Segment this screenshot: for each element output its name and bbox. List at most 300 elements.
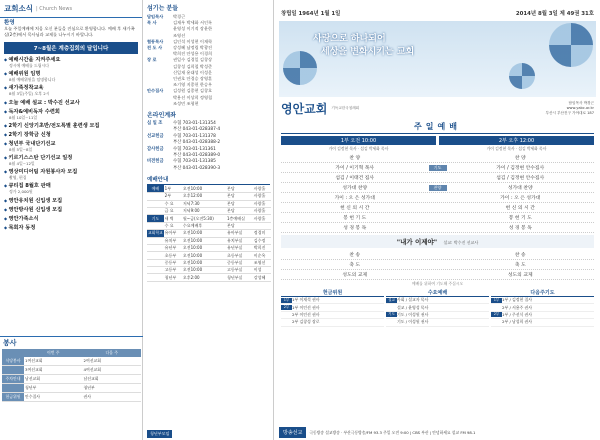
account-number: 수협 703-01-131361 (173, 146, 216, 152)
prayer-note: 예배를 위하여 기도해 주십시오 (411, 281, 464, 286)
news-item-heading: ◆ 영안방사원 신입생 모집 (4, 206, 138, 213)
weekly-row (147, 252, 271, 259)
news-item (4, 168, 138, 180)
website-line: www.yabc.or.kr (566, 106, 594, 110)
broadcast-bar (279, 427, 596, 438)
duty-box-label: 기도 (386, 312, 397, 317)
news-item (4, 131, 138, 138)
duty-box-value: 사회 / 설교자 목사 (397, 297, 429, 303)
weekly-leader: 사랑홀 (253, 207, 271, 214)
offering-title: 헌금위원 (281, 289, 384, 297)
order-label: 찬양 (429, 185, 447, 191)
weekly-group (147, 207, 164, 214)
duty-next-week: 2여선교회 (83, 357, 142, 366)
account-number: 수협 703-01-131378 (173, 133, 216, 139)
order-first-service: 축 도 (349, 263, 361, 268)
weekly-place: 유아부실 (226, 230, 253, 237)
news-item-heading: ◆ 새가족정착교육 (4, 84, 138, 91)
slogan (313, 33, 414, 59)
weekly-time: 저녁7:30 (182, 200, 226, 207)
news-item (4, 108, 138, 120)
weekly-row (147, 185, 271, 192)
account-number: 부산 043-01-028388-2 (173, 140, 221, 146)
weekly-group (147, 267, 164, 274)
news-item (4, 84, 138, 96)
order-second-service: 성가대 찬양 (507, 186, 533, 191)
hero-banner (279, 21, 596, 97)
weekly-leader: 박희진 (253, 244, 271, 251)
order-second-service: 가이 / 김정현 안수집사 (496, 166, 545, 171)
second-service (439, 136, 594, 153)
weekly-row (147, 207, 271, 214)
duty-this-week: 청년부 (24, 384, 83, 393)
news-item-detail: 촬영, 편집 (9, 175, 27, 181)
church-contact (546, 101, 594, 116)
duty-next-week: 남선교회 (83, 375, 142, 384)
weekly-title: 예배안내 (147, 175, 270, 185)
staff-title: 섬기는 분들 (147, 5, 179, 12)
weekly-leader: 사랑홀 (253, 185, 271, 192)
weekly-row (147, 215, 271, 222)
weekly-name: 유치부 (164, 237, 182, 244)
weekly-leader: 이성 (253, 267, 271, 274)
duty-next-week: 청년부 (83, 384, 142, 393)
weekly-place: 본당 (226, 200, 253, 207)
weekly-group (147, 237, 164, 244)
staff-names: 조영선 (173, 32, 186, 38)
news-subtitle: | Church News (35, 5, 73, 12)
staff-list (144, 14, 273, 107)
news-item (4, 182, 138, 194)
sermon-preacher: 설교: 박수진 선교사 (443, 240, 479, 245)
news-item (4, 224, 138, 231)
staff-role: 담임목사 (147, 14, 164, 19)
duty-this-week: 3여선교회 (24, 366, 83, 375)
account-type (147, 166, 173, 172)
sunday-service-title: 주일예배 (281, 120, 594, 134)
service-duty-section (0, 336, 143, 402)
duty-box-value: 1부 이인선 권사 (292, 304, 320, 310)
slogan-line-1: 사랑으로 하나되어 (313, 34, 386, 44)
weekly-group: 기도 (147, 215, 164, 222)
service-duty-table (2, 349, 141, 402)
weekly-leader: 조영선 (253, 259, 271, 266)
duty-row (2, 384, 141, 393)
service-duty-title: 봉사 (3, 339, 17, 347)
weekly-time: 오후2:00 (182, 274, 226, 281)
weekly-time: 오전10:00 (182, 252, 226, 259)
weekly-row (147, 200, 271, 207)
staff-names: 김창성 김희철 박성준 (173, 63, 213, 69)
order-of-worship-closing (281, 250, 594, 280)
duty-box-row (386, 297, 489, 304)
duty-col-next-week: 다음 주 (83, 349, 142, 357)
duty-row (2, 366, 141, 375)
duty-this-week: 1여선교회 (24, 357, 83, 366)
order-first-service: 가이 : 오 은 성가대 (334, 196, 375, 201)
order-first-service: 봉 헌 기 도 (343, 216, 367, 221)
news-item (4, 122, 138, 129)
duty-row (2, 375, 141, 384)
order-row (281, 203, 594, 213)
welcome-heading: 환영 (4, 20, 15, 26)
news-list (0, 56, 142, 231)
weekly-leader: 이순옥 (253, 252, 271, 259)
weekly-group (147, 259, 164, 266)
duty-box-row (491, 304, 594, 311)
account-number: 부산 043-01-028389-0 (173, 153, 221, 159)
order-row (281, 270, 594, 280)
duty-next-week: 4여선교회 (83, 366, 142, 375)
order-row (281, 260, 594, 270)
news-item (4, 140, 138, 152)
news-item-heading: ◆ 독자&예비독자 수련회 (4, 108, 138, 115)
account-number: 부산 043-01-028387-4 (173, 127, 221, 133)
news-title: 교회소식 (4, 4, 33, 13)
church-identity (275, 97, 600, 120)
staff-role: 목 사 (147, 20, 157, 26)
news-item-detail: 8월 5일~8일 (9, 146, 33, 152)
weekly-place: 중등부실 (226, 259, 253, 266)
news-header (0, 0, 142, 18)
weekly-table (147, 185, 271, 282)
weekly-place: 본당 (226, 222, 253, 229)
weekly-name: 청년부 (164, 274, 182, 281)
duty-label: 주차안내 (2, 375, 24, 384)
order-first-service: 성가대 찬양 (342, 186, 368, 191)
news-item-heading: ◆ 예배위원 임명 (4, 70, 138, 77)
weekly-row (147, 222, 271, 229)
weekly-time: 오전10:00 (182, 244, 226, 251)
weekly-name: 2부 (164, 193, 182, 200)
weekly-name: 수 요 (164, 200, 182, 207)
service-duty-header (0, 336, 143, 349)
weekly-name: 1부 (164, 185, 182, 192)
weekly-group: 예배 (147, 185, 164, 192)
staff-names: 인권호 안경승 장영훈 (173, 76, 213, 82)
accounts-title: 온라인계좌 (147, 112, 176, 120)
account-type: 비전헌금 (147, 159, 164, 165)
order-first-service: 성도의 교제 (342, 273, 368, 278)
weekly-place: 본당 (226, 193, 253, 200)
news-item-detail: 8월 4일~12일 (9, 161, 35, 167)
accounts-list (144, 121, 273, 172)
weekly-time: 오전10:00 (182, 185, 226, 192)
duty-box-row (281, 297, 384, 304)
issue-line (275, 0, 600, 21)
church-news-column (0, 0, 143, 440)
wednesday-box (386, 289, 489, 327)
staff-names: 강성혜 남정림 박광진 (173, 45, 213, 51)
duty-this-week: 안수집사 (24, 393, 83, 402)
weekly-place: 1층예배실 (226, 215, 253, 222)
news-item-heading: ◆ 영안가족소식 (4, 215, 138, 222)
news-item-heading: ◆ 목회자 동정 (4, 224, 138, 231)
weekly-row (147, 193, 271, 200)
duty-box-value: 1부 / 김정현 집사 (502, 297, 533, 303)
slogan-line-2: 세상을 변화시키는 교회 (321, 47, 415, 57)
order-row (281, 193, 594, 203)
weekly-leader: 사랑홀 (253, 193, 271, 200)
duty-box-value: 2부 이인선 권사 (292, 311, 320, 317)
weekly-time: 오전10:00 (182, 237, 226, 244)
weekly-row (147, 274, 271, 281)
news-item (4, 56, 138, 68)
order-row (281, 213, 594, 223)
weekly-name: 수 요 (164, 222, 182, 229)
weekly-place: 청년부실 (226, 274, 253, 281)
account-type: 감사헌금 (147, 146, 164, 152)
news-item-heading: ◆ 영상미디어팀 자원봉사자 모집 (4, 168, 138, 175)
weekly-group (147, 274, 164, 281)
order-second-service: 성도의 교제 (507, 273, 533, 278)
duty-label (2, 384, 24, 393)
account-number: 부산 043-01-028390-3 (173, 165, 221, 171)
duty-boxes (281, 289, 594, 327)
order-label: 기도 (429, 165, 447, 171)
pinwheel-icon (283, 51, 317, 85)
staff-role (147, 101, 173, 107)
weekly-name: 새 벽 (164, 215, 182, 222)
duty-row (2, 357, 141, 366)
news-item (4, 197, 138, 204)
weekly-name: 고등부 (164, 267, 182, 274)
sermon-title (281, 235, 594, 248)
weekly-name: 유년부 (164, 244, 182, 251)
weekly-row (147, 244, 271, 251)
news-item-detail: 8월 3일(주일) 오후 2시 (9, 91, 50, 97)
pinwheel-icon (549, 23, 593, 67)
order-second-service: 봉 헌 기 도 (508, 216, 532, 221)
duty-box-label: 2부 (491, 312, 502, 317)
duty-box-label: 1부 (491, 298, 502, 303)
staff-names: 조기영 지종헌 한승우 (173, 82, 213, 88)
news-item (4, 206, 138, 213)
staff-names: 박희진 안성용 이경희 (173, 51, 213, 57)
news-item-heading: ◆ 청년부 국내단기선교 (4, 140, 138, 147)
duty-box-value: 1부 이재석 권사 (292, 297, 320, 303)
order-first-service: 섬김 / 이태건 집사 (335, 176, 375, 181)
weekly-leader (253, 222, 271, 229)
weekly-time: 오전10:00 (182, 267, 226, 274)
youth-meeting-badge: 청년부모임 (147, 430, 172, 438)
duty-box-value: 2부 / 서용주 권사 (502, 304, 533, 310)
weekly-row (147, 230, 271, 237)
duty-box-value: 1부 / 주선식 권사 (502, 311, 533, 317)
duty-label: 식당봉사 (2, 357, 24, 366)
weekly-name: 초등부 (164, 252, 182, 259)
order-row (281, 183, 594, 193)
duty-box-row (491, 319, 594, 326)
weekly-leader: 사랑홀 (253, 215, 271, 222)
address-line: 부산시 부산진구 가야대로 187 (545, 111, 594, 115)
duty-box-row (491, 297, 594, 304)
order-second-service: 축 도 (514, 263, 526, 268)
weekly-group (147, 252, 164, 259)
cover-column (275, 0, 600, 440)
order-second-service: 찬 송 (514, 253, 526, 258)
wednesday-title: 수요예배 (386, 289, 489, 297)
pastor-line: 담임목사 박경근 (568, 101, 594, 105)
order-second-service: 가이 : 오 은 성가대 (500, 196, 541, 201)
news-item-detail: 정시에 예배를 드립시다 (9, 63, 50, 68)
order-first-service: 성 경 봉 독 (343, 226, 367, 231)
founded-date: 창립일 1964년 1월 1일 (281, 11, 341, 17)
duty-box-label: 설교 (386, 298, 397, 303)
duty-box-label: 1부 (281, 298, 292, 303)
next-prayer-box (491, 289, 594, 327)
news-item-heading: ◆ 2학기 신앙기초반/전도특별 훈련생 모집 (4, 122, 138, 129)
issue-number: 2014년 8월 3일 제 49권 31호 (515, 11, 594, 17)
staff-names: 박경근 (173, 14, 186, 19)
weekly-leader: 강성혜 (253, 274, 271, 281)
news-item-detail: 정가 2,000원 (9, 189, 33, 195)
broadcast-tag: 방송선교 (279, 427, 306, 438)
news-item-detail: 8월 10일~11일 (9, 114, 38, 120)
order-row (281, 250, 594, 260)
order-second-service: 성 경 봉 독 (508, 226, 532, 231)
order-first-service: 헌 신 의 시 간 (340, 206, 370, 211)
weekly-place: 본당 (226, 185, 253, 192)
weekly-name: 유아부 (164, 230, 182, 237)
order-second-service: 찬 양 (514, 156, 526, 161)
news-item (4, 215, 138, 222)
order-second-service: 헌 신 의 시 간 (505, 206, 535, 211)
news-item (4, 70, 138, 82)
staff-names: 김재우 박세화 서인록 (173, 20, 213, 26)
welcome-text: 오늘 주일예배에 처음 오신 분들을 진심으로 환영합니다. 예배 후 새가족실(2층)에서 목사님과 교제를 나누시기 바랍니다. (4, 26, 135, 37)
broadcast-text: 극동방송 설교방송 · 부산극동방송/FM 93.3 주일 오전 9:00 | CBS 부산 | 안녕하세요 설교 FM 98.1 (309, 429, 476, 435)
duty-box-row (386, 304, 489, 311)
staff-role: 안수집사 (147, 88, 164, 94)
duty-box-value: 기도 / 이성원 권사 (397, 319, 429, 325)
duty-box-label: 2부 (281, 305, 292, 310)
weekly-time: 오전10:00 (182, 230, 226, 237)
staff-role: 전 도 사 (147, 45, 163, 51)
offering-box (281, 289, 384, 327)
weekly-time: 월~금(오전5:30) (182, 215, 226, 222)
weekly-place: 고등부실 (226, 267, 253, 274)
account-number: 수협 703-01-131385 (173, 159, 216, 165)
weekly-group (147, 200, 164, 207)
news-item (4, 154, 138, 166)
staff-role: 장 로 (147, 57, 157, 63)
weekly-place: 유치부실 (226, 237, 253, 244)
duty-col-blank (2, 349, 24, 357)
second-service-head: 2부 오후 12:00 (439, 136, 594, 145)
staff-names: 조성민 조형현 (173, 100, 199, 106)
staff-names: 윤영성 이기적 장윤한 (173, 26, 213, 32)
weekly-time: 오후12:00 (182, 193, 226, 200)
weekly-row (147, 259, 271, 266)
staff-names: 권일수 김경일 김창상 (173, 57, 213, 63)
duty-box-row (281, 319, 384, 326)
weekly-row (147, 237, 271, 244)
second-service-sub: 가이 김정현 목사 · 섬김 박세화 목사 (486, 146, 547, 151)
order-row (281, 173, 594, 183)
order-of-worship (281, 153, 594, 233)
news-item-detail: 8월 예배위원을 임명합니다 (9, 77, 56, 83)
account-row (147, 166, 270, 172)
duty-box-value: 기도 / 이성원 권사 (397, 311, 429, 317)
duty-box-row (281, 304, 384, 311)
weekly-group (147, 193, 164, 200)
duty-box-row (281, 312, 384, 319)
weekly-time: 수요예배후 (182, 222, 226, 229)
weekly-place: 유년부실 (226, 244, 253, 251)
weekly-leader: 사랑홀 (253, 200, 271, 207)
duty-row (2, 393, 141, 402)
duty-box-value: 2부 / 남성희 권사 (502, 319, 533, 325)
duty-box-value: 2부 김창성 장로 (292, 319, 320, 325)
sermon-text: "내가 이제야" (396, 238, 438, 246)
church-name: 영안교회 (281, 102, 328, 116)
order-row (281, 153, 594, 163)
weekly-place: 본당 (226, 207, 253, 214)
duty-label: 헌금위원 (2, 393, 24, 402)
weekly-time: 저녁9:00 (182, 207, 226, 214)
news-item-heading: ◆ 큐티집 8월호 판매 (4, 182, 138, 189)
weekly-group: 교회학교 (148, 230, 163, 236)
staff-names: 신일재 윤대성 이성운 (173, 69, 213, 75)
first-service-sub: 가이 김정현 목사 · 섬김 박세화 목사 (328, 146, 389, 151)
duty-label (2, 366, 24, 375)
news-item-heading: ◆ 오늘 예배 설교 : 박수진 선교사 (4, 99, 138, 106)
order-row (281, 163, 594, 173)
weekly-name: 중등부 (164, 259, 182, 266)
news-item-heading: ◆ 예배시간을 지켜주세요 (4, 56, 138, 63)
welcome-block (0, 18, 142, 40)
first-service (281, 136, 436, 153)
duty-box-row (386, 319, 489, 326)
next-prayer-title: 다음주기도 (491, 289, 594, 297)
pinwheel-icon (509, 63, 535, 89)
duty-next-week: 권사 (83, 393, 142, 402)
news-item-heading: ◆ 영안유치원 신입생 모집 (4, 197, 138, 204)
duty-box-row (386, 312, 489, 319)
order-first-service: 찬 양 (349, 156, 361, 161)
order-first-service: 가이 / 이기혁 목사 (335, 166, 375, 171)
news-item (4, 99, 138, 106)
weekly-time: 오전10:00 (182, 259, 226, 266)
month-banner: 7~8월은 계층집회의 달입니다 (4, 42, 138, 54)
staff-names: 김인석 이성현 이재학 (173, 38, 213, 44)
staff-names: 김성원 김종현 김창호 (173, 88, 213, 94)
order-second-service: 섬김 / 김정현 안수집사 (496, 176, 545, 181)
account-type: 선교헌금 (147, 133, 164, 139)
account-type: 십 일 조 (147, 121, 163, 127)
order-first-service: 찬 송 (349, 253, 361, 258)
weekly-leader: 정경미 (253, 230, 271, 237)
weekly-group (147, 222, 164, 229)
first-service-head: 1부 오전 10:00 (281, 136, 436, 145)
account-number: 수협 703-01-131354 (173, 121, 216, 127)
church-denomination: 기독교한국침례회 (331, 106, 360, 110)
staff-role: 협동목사 (147, 38, 164, 44)
order-row (281, 223, 594, 233)
weekly-name: 금 요 (164, 207, 182, 214)
service-times (281, 136, 594, 153)
weekly-leader: 김수정 (253, 237, 271, 244)
duty-box-row (491, 312, 594, 319)
weekly-group (147, 244, 164, 251)
staff-names: 박용선 이상희 정영철 (173, 94, 213, 100)
news-item-heading: ◆ 2학기 장학금 신청 (4, 131, 138, 138)
duty-this-week: 남선교회 (24, 375, 83, 384)
duty-box-value: 설교 / 윤영성 목사 (397, 304, 429, 310)
weekly-place: 초등부실 (226, 252, 253, 259)
duty-col-this-week: 이번 주 (24, 349, 83, 357)
